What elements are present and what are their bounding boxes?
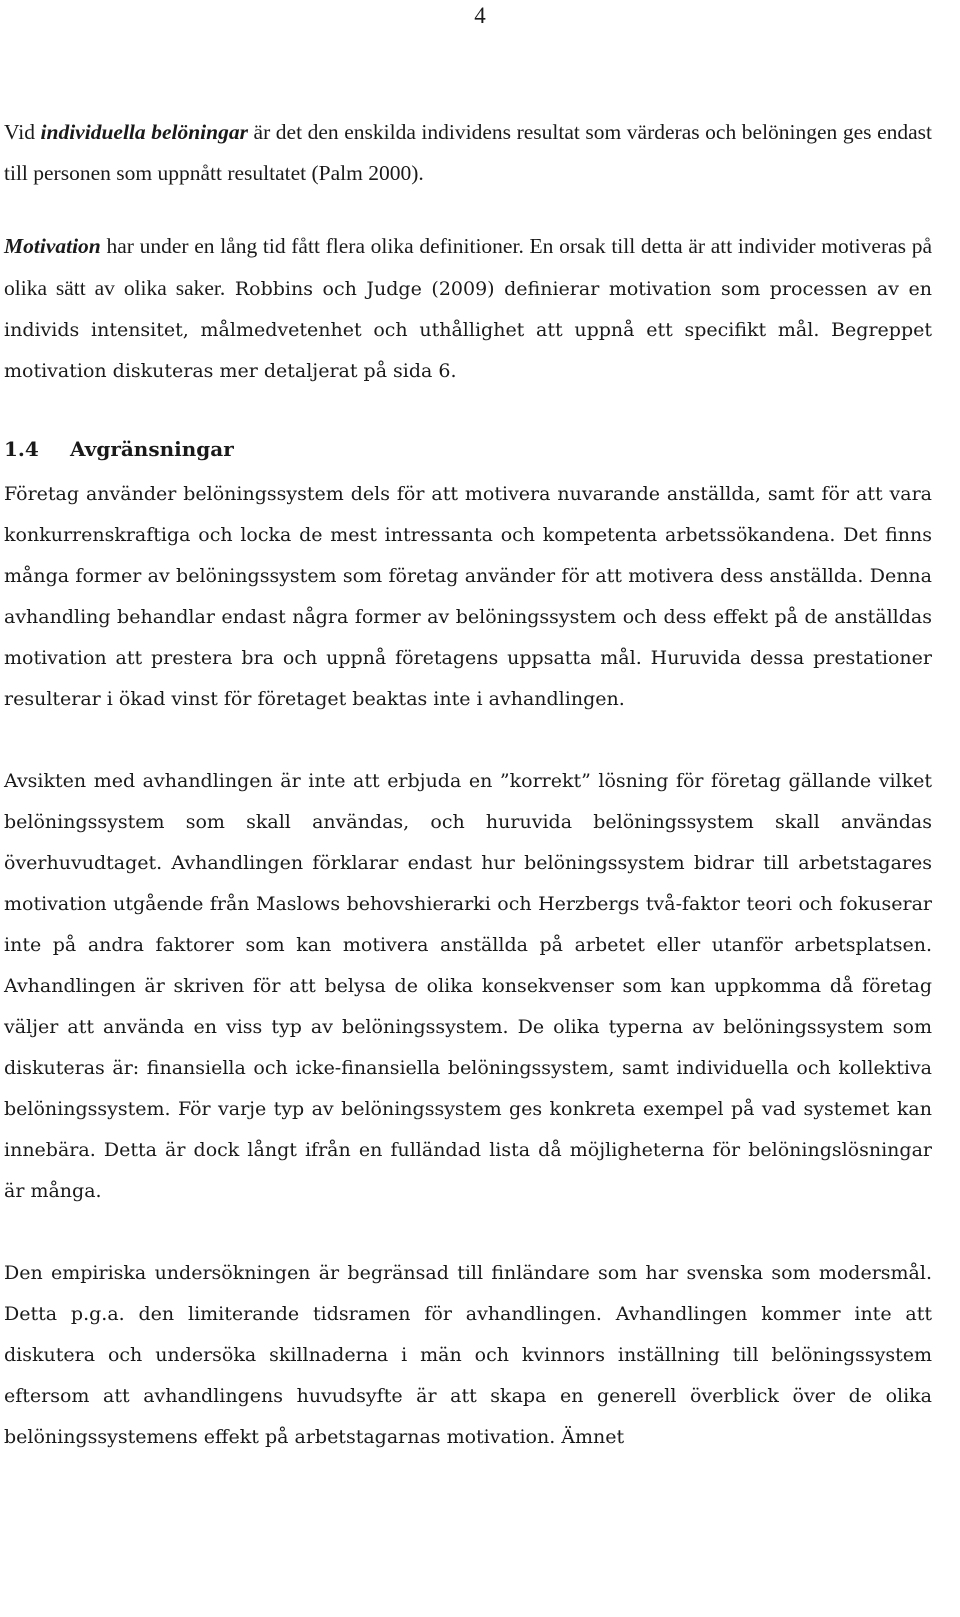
page-number: 4 bbox=[474, 3, 486, 28]
page-content bbox=[4, 112, 932, 1458]
paragraph-text: Vid bbox=[4, 120, 41, 144]
emphasis-term: individuella belöningar bbox=[40, 120, 248, 144]
paragraph-text: Robbins och Judge (2009) definierar motivation som processen av en individs intensitet, målmedvetenhet och uthållighet att uppnå ett specifikt mål. Begreppet motivation diskuteras mer detaljerat på sida 6. bbox=[4, 278, 932, 382]
section-heading bbox=[4, 424, 932, 474]
paragraph-scope: Företag använder belöningssystem dels för att motivera nuvarande anställda, samt för att vara konkurrenskraftiga och locka de mest intressanta och kompetenta arbetssökandena. Det finns många former av belöningssystem som företag använder för att motivera dess anställda. Denna avhandling behandlar endast några former av belöningssystem och dess effekt på de anställdas motivation att prestera bra och uppnå företagens uppsatta mål. Huruvida dessa prestationer resulterar i ökad vinst för företaget beaktas inte i avhandlingen. bbox=[4, 483, 932, 710]
paragraph-empirical: Den empiriska undersökningen är begränsad till finländare som har svenska som modersmål. Detta p.g.a. den limiterande tidsramen för avhandlingen. Avhandlingen kommer inte att diskutera och undersöka skillnaderna i män och kvinnors inställning till belöningssystem eftersom att avhandlingens huvudsyfte är att skapa en generell överblick över de olika belöningssystemens effekt på arbetstagarnas motivation. Ämnet bbox=[4, 1262, 932, 1448]
paragraph-purpose: Avsikten med avhandlingen är inte att erbjuda en ”korrekt” lösning för företag gällande vilket belöningssystem som skall användas, och huruvida belöningssystem skall användas överhuvudtaget. Avhandlingen förklarar endast hur belöningssystem bidrar till arbetstagares motivation utgående från Maslows behovshierarki och Herzbergs två-faktor teori och fokuserar inte på andra faktorer som kan motivera anställda på arbetet eller utanför arbetsplatsen. Avhandlingen är skriven för att belysa de olika konsekvenser som kan uppkomma då företag väljer att använda en viss typ av belöningssystem. De olika typerna av belöningssystem som diskuteras är: finansiella och icke-finansiella belöningssystem, samt individuella och kollektiva belöningssystem. För varje typ av belöningssystem ges konkreta exempel på vad systemet kan innebära. Detta är dock långt ifrån en fulländad lista då möjligheterna för belöningslösningar är många. bbox=[4, 770, 932, 1202]
paragraph-motivation bbox=[4, 226, 932, 392]
section-number: 1.4 bbox=[4, 437, 39, 461]
paragraph-text: har under en lång tid fått flera olika definitioner. En orsak till detta är att individer motiveras på olika sätt av olika saker. bbox=[4, 234, 932, 300]
section-title: Avgränsningar bbox=[70, 437, 234, 461]
paragraph-text: är det den enskilda individens resultat som värderas och belöningen ges endast till personen som uppnått resultatet (Palm 2000). bbox=[4, 120, 933, 185]
emphasis-term: Motivation bbox=[4, 234, 101, 258]
paragraph-individual-rewards bbox=[4, 112, 932, 194]
